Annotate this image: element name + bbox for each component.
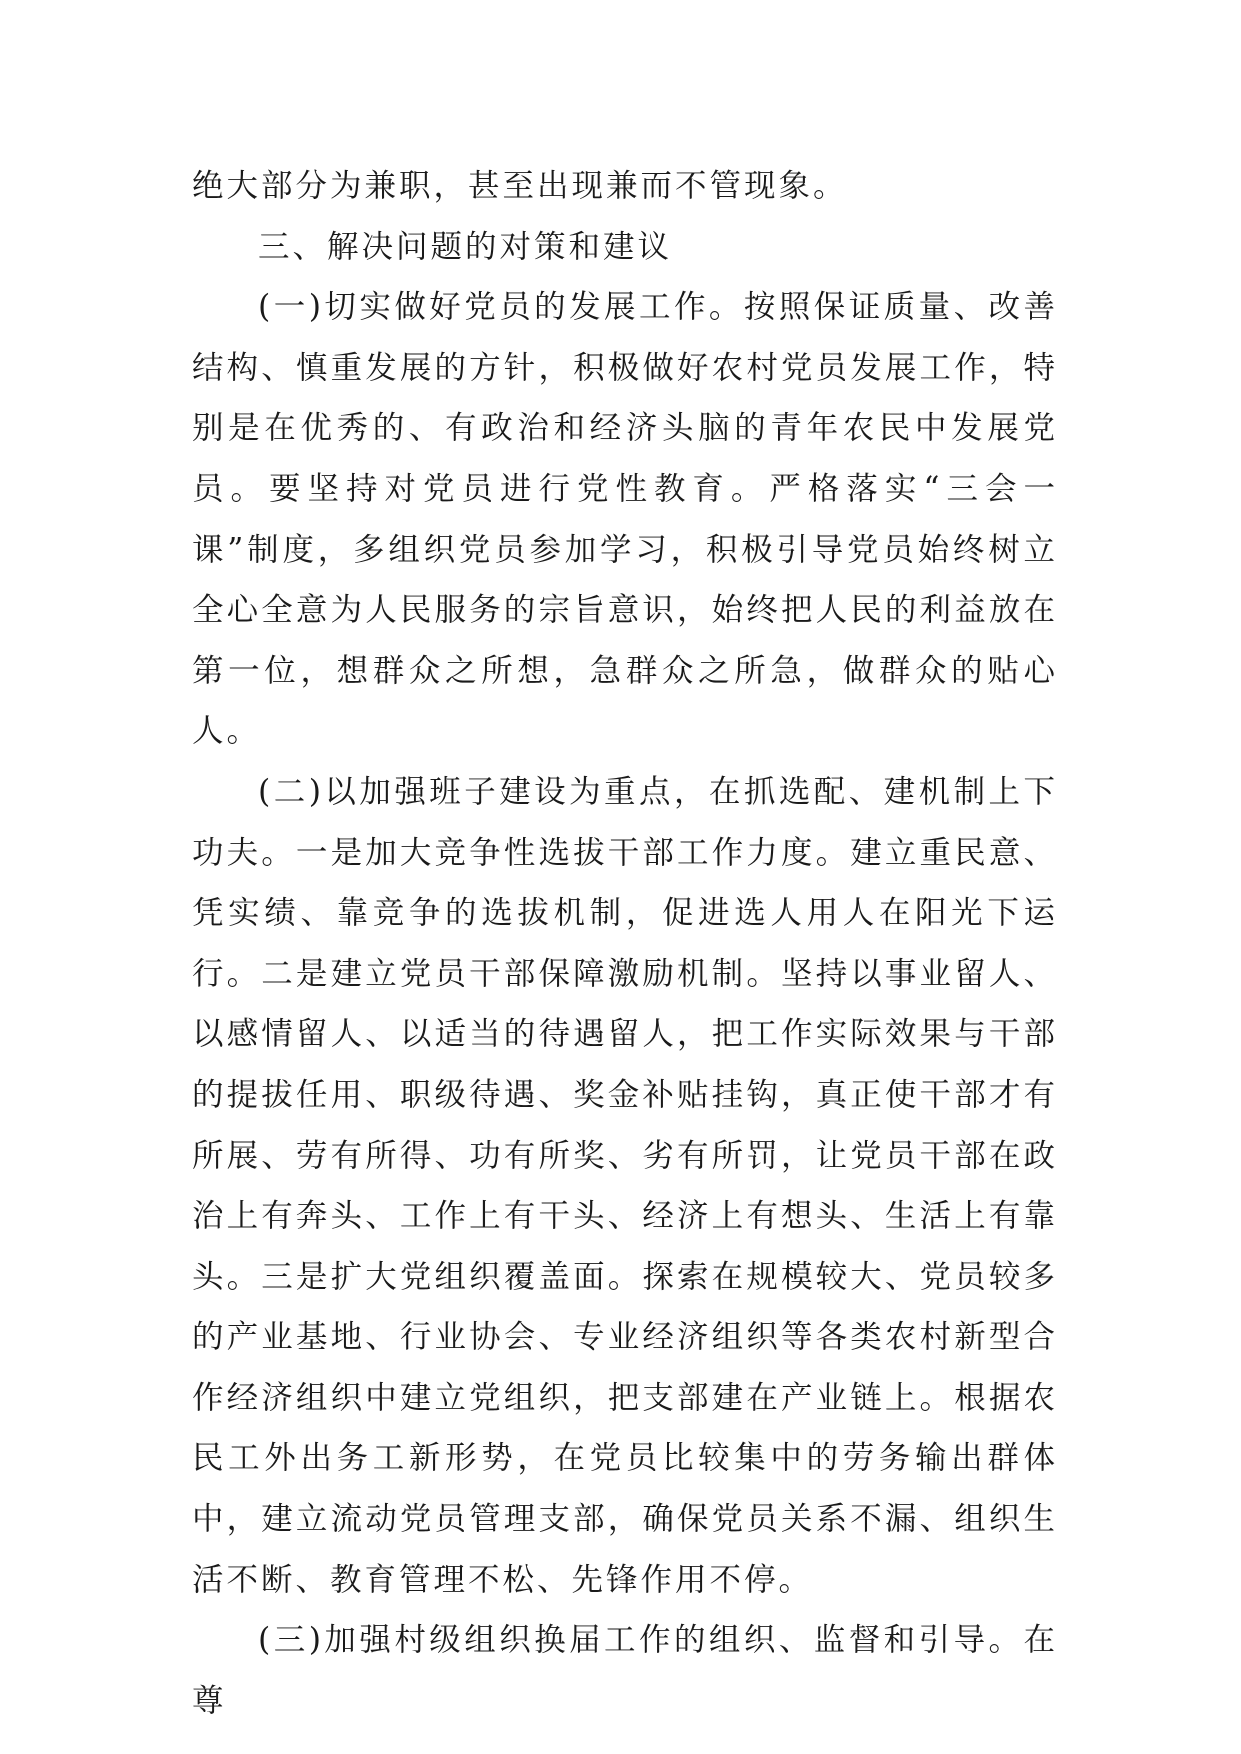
paragraph-continuation: 绝大部分为兼职，甚至出现兼而不管现象。 — [192, 168, 848, 204]
paragraph-1: (一)切实做好党员的发展工作。按照保证质量、改善结构、慎重发展的方针，积极做好农村党员发展工作，特别是在优秀的、有政治和经济头脑的青年农民中发展党员。要坚持对党员进行党性教育。严格落实“三会一课”制度，多组织党员参加学习，积极引导党员始终树立全心全意为人民服务的宗旨意识，始终把人民的利益放在第一位，想群众之所想，急群众之所急，做群众的贴心人。 — [192, 289, 1058, 750]
section-heading: 三、解决问题的对策和建议 — [258, 228, 673, 265]
document-body — [192, 156, 1058, 1731]
paragraph-3: (三)加强村级组织换届工作的组织、监督和引导。在尊 — [192, 1622, 1058, 1719]
paragraph-2: (二)以加强班子建设为重点，在抓选配、建机制上下功夫。一是加大竞争性选拔干部工作力度。建立重民意、凭实绩、靠竞争的选拔机制，促进选人用人在阳光下运行。二是建立党员干部保障激励机制。坚持以事业留人、以感情留人、以适当的待遇留人，把工作实际效果与干部的提拔任用、职级待遇、奖金补贴挂钩，真正使干部才有所展、劳有所得、功有所奖、劣有所罚，让党员干部在政治上有奔头、工作上有干头、经济上有想头、生活上有靠头。三是扩大党组织覆盖面。探索在规模较大、党员较多的产业基地、行业协会、专业经济组织等各类农村新型合作经济组织中建立党组织，把支部建在产业链上。根据农民工外出务工新形势，在党员比较集中的劳务输出群体中，建立流动党员管理支部，确保党员关系不漏、组织生活不断、教育管理不松、先锋作用不停。 — [192, 773, 1058, 1598]
